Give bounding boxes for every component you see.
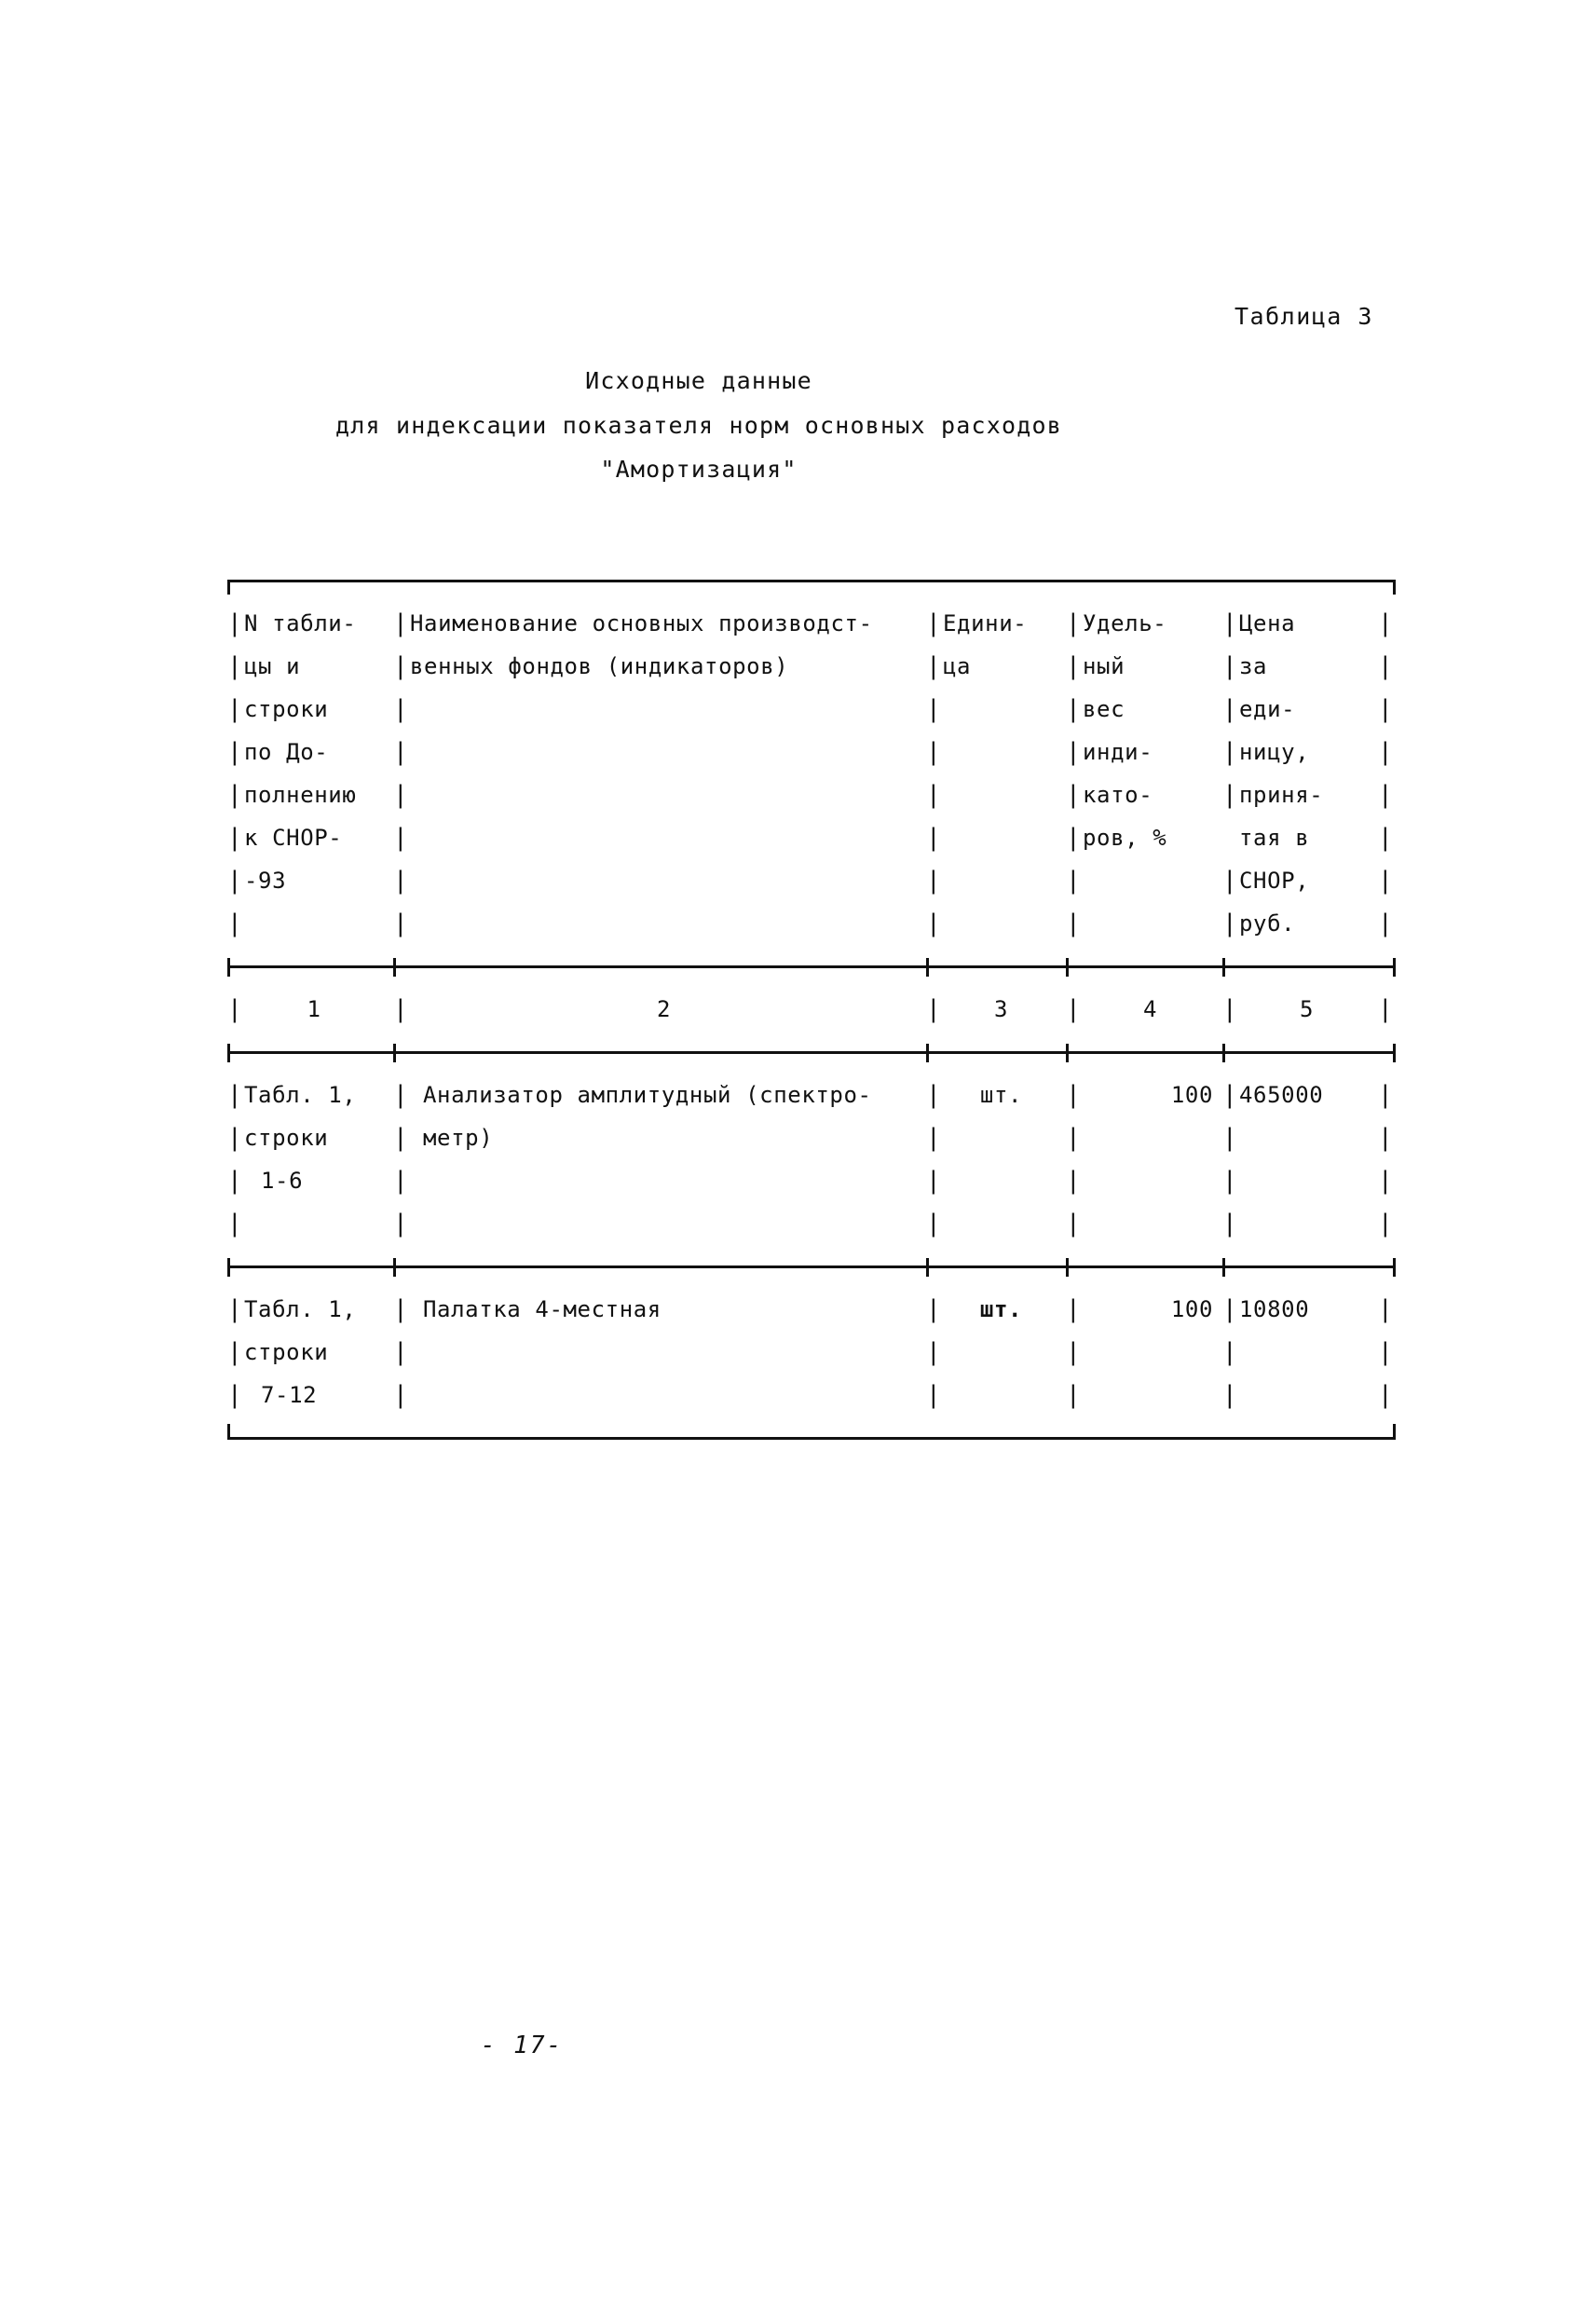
header-col1-line5: полнению <box>244 782 357 808</box>
header-col5-line4: ницу, <box>1239 739 1310 765</box>
table-divider-header <box>220 945 1403 988</box>
row2-col1-line1: Табл. 1, <box>244 1296 357 1322</box>
row1-col1-line2: строки <box>244 1125 329 1151</box>
header-row: | строки | | | вес | еди- | <box>220 688 1403 731</box>
header-col5-line5: приня- <box>1239 782 1324 808</box>
title-line-1: Исходные данные <box>585 367 812 394</box>
page-number: - 17- <box>480 2032 564 2059</box>
header-col1-line2: цы и <box>244 653 301 679</box>
row2-col1-line3: 7-12 <box>261 1382 318 1408</box>
table-number-caption: Таблица 3 <box>1235 303 1373 330</box>
table-row: | | | | | | <box>227 1210 1394 1238</box>
title-line-3: "Амортизация" <box>600 456 798 483</box>
row2-col1-line2: строки <box>244 1339 329 1365</box>
header-col3-line2: ца <box>943 653 972 679</box>
table-divider-numbering <box>220 1031 1403 1074</box>
header-row: | цы и | венных фондов (индикаторов) | ца | ный | за | <box>220 645 1403 688</box>
header-col4-line4: инди- <box>1083 739 1153 765</box>
table-row: | строки | метр) | | | | <box>220 1116 1403 1159</box>
header-col5-line1: Цена <box>1239 610 1296 636</box>
row1-col1-line3: 1-6 <box>261 1168 304 1194</box>
header-col5-line3: еди- <box>1239 696 1296 722</box>
table-top-border <box>220 559 1403 602</box>
data-table <box>220 559 1403 1459</box>
row1-col5-line1: 465000 <box>1239 1082 1324 1108</box>
header-col1-line1: N табли- <box>244 610 357 636</box>
header-col1-line3: строки <box>244 696 329 722</box>
row1-col1-line1: Табл. 1, <box>244 1082 357 1108</box>
header-row: | полнению | | | като- | приня- | <box>220 773 1403 816</box>
header-row: | к СНОР- | | | ров, % тая в | <box>220 816 1403 859</box>
table-divider-row <box>220 1245 1403 1288</box>
header-col4-line3: вес <box>1083 696 1125 722</box>
row2-col5-line1: 10800 <box>1239 1296 1310 1322</box>
header-col4-line6: ров, % <box>1083 825 1167 851</box>
header-col5-line2: за <box>1239 653 1268 679</box>
header-col5-line7: СНОР, <box>1239 868 1310 894</box>
row2-col4-line1: 100 <box>1170 1296 1213 1322</box>
table-bottom-border <box>220 1416 1403 1459</box>
header-col5-line8: руб. <box>1239 910 1296 937</box>
header-col4-line2: ный <box>1083 653 1125 679</box>
column-number-1: 1 <box>307 996 321 1022</box>
row2-col3-line1: шт. <box>979 1296 1023 1322</box>
row2-col2-line1: Палатка 4-местная <box>423 1296 662 1322</box>
column-number-3: 3 <box>993 996 1009 1022</box>
header-col2-line1: Наименование основных производст- <box>410 610 873 636</box>
header-col4-line1: Удель- <box>1083 610 1167 636</box>
row1-col3-line1: шт. <box>979 1082 1023 1108</box>
header-row: | -93 | | | | СНОР, | <box>220 859 1403 902</box>
title-line-2: для индексации показателя норм основных расходов <box>334 411 1063 439</box>
table-row: | строки | | | | | <box>220 1331 1403 1374</box>
table-row: | 1-6 | | | | | <box>220 1159 1403 1202</box>
table-row: | 7-12 | | | | | <box>220 1374 1403 1416</box>
row1-col2-line1: Анализатор амплитудный (спектро- <box>423 1082 872 1108</box>
header-col1-line6: к СНОР- <box>244 825 343 851</box>
header-col1-line4: по До- <box>244 739 329 765</box>
table-row: | Табл. 1, | Палатка 4-местная | шт. | 100 | 10800 | <box>220 1288 1403 1331</box>
header-col5-line6: тая в <box>1239 825 1310 851</box>
column-number-4: 4 <box>1142 996 1158 1022</box>
document-title <box>0 359 1398 492</box>
header-row: | по До- | | | инди- | ницу, | <box>220 731 1403 773</box>
header-col4-line5: като- <box>1083 782 1153 808</box>
header-row: | | | | | руб. | <box>220 902 1403 945</box>
header-col2-line2: венных фондов (индикаторов) <box>410 653 789 679</box>
table-row: | Табл. 1, | Анализатор амплитудный (спектро- | шт. | 100 | 465000 | <box>220 1074 1403 1116</box>
header-col3-line1: Едини- <box>943 610 1028 636</box>
column-number-2: 2 <box>656 996 672 1022</box>
column-number-5: 5 <box>1299 996 1315 1022</box>
header-row: | N табли- | Наименование основных производст- | Едини- | Удель- | Цена | <box>220 602 1403 645</box>
header-col1-line7: -93 <box>244 868 287 894</box>
row1-col4-line1: 100 <box>1170 1082 1213 1108</box>
row1-col2-line2: метр) <box>423 1125 494 1151</box>
column-number-row: | 1 | 2 | 3 | 4 | 5 | <box>220 988 1403 1031</box>
